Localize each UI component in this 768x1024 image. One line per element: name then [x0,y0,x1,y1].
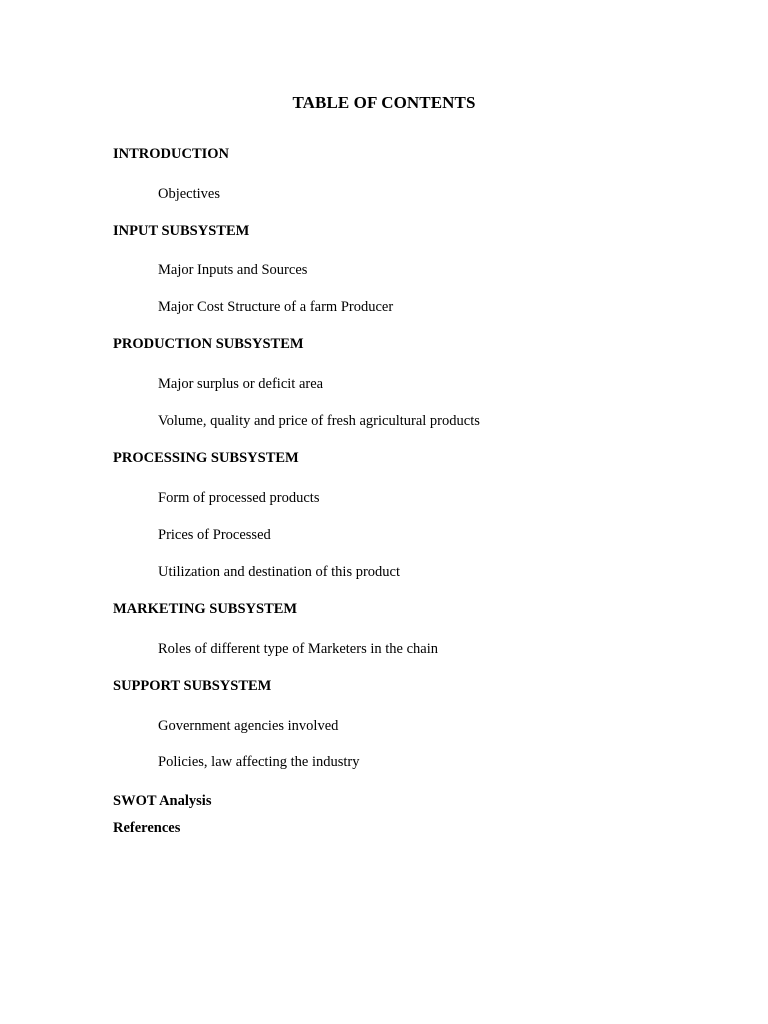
toc-entry-surplus-deficit: Major surplus or deficit area [158,376,324,392]
toc-section-references: References [113,820,181,836]
toc-entry-utilization-destination: Utilization and destination of this product [158,564,401,580]
page-title: TABLE OF CONTENTS [292,93,476,112]
toc-entry-cost-structure: Major Cost Structure of a farm Producer [158,299,394,315]
toc-entry-policies-law: Policies, law affecting the industry [158,754,360,770]
toc-section-support-subsystem: SUPPORT SUBSYSTEM [113,678,272,694]
toc-entry-major-inputs: Major Inputs and Sources [158,262,308,278]
toc-entry-volume-quality-price: Volume, quality and price of fresh agricultural products [158,413,480,429]
toc-section-marketing-subsystem: MARKETING SUBSYSTEM [113,601,298,617]
toc-entry-processed-prices: Prices of Processed [158,527,271,543]
toc-section-introduction: INTRODUCTION [113,146,230,162]
toc-entry-marketer-roles: Roles of different type of Marketers in the chain [158,641,438,657]
toc-entry-objectives: Objectives [158,186,221,202]
toc-section-input-subsystem: INPUT SUBSYSTEM [113,223,250,239]
toc-entry-processed-form: Form of processed products [158,490,320,506]
toc-section-processing-subsystem: PROCESSING SUBSYSTEM [113,450,299,466]
toc-section-production-subsystem: PRODUCTION SUBSYSTEM [113,336,304,352]
toc-section-swot-analysis: SWOT Analysis [113,793,212,809]
toc-entry-government-agencies: Government agencies involved [158,718,339,734]
